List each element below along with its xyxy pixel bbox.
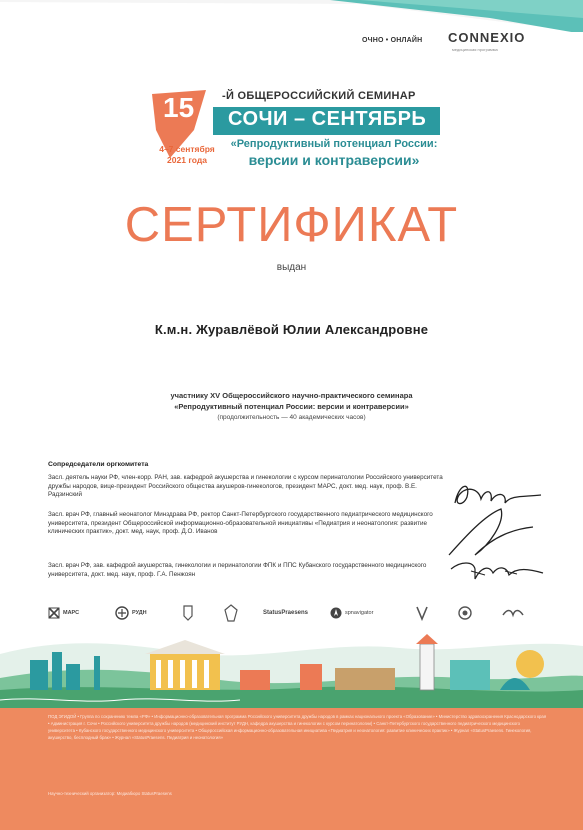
partner-rudn	[115, 602, 147, 624]
partner-emblem-2	[224, 602, 238, 624]
rudn-icon	[115, 606, 129, 620]
city-month: СОЧИ – СЕНТЯБРЬ	[228, 108, 427, 130]
mars-icon	[48, 607, 60, 619]
partner-emblem-4	[458, 602, 472, 624]
footer-organizer: Научно-технический организатор: Медиабюро StatusPraesens	[48, 791, 172, 796]
round-logo-icon	[458, 606, 472, 620]
partner-label: МАРС	[63, 610, 80, 616]
partner-emblem-3	[416, 602, 428, 624]
event-topic-line1: «Репродуктивный потенциал России:	[230, 138, 438, 150]
v-logo-icon	[416, 605, 428, 621]
partner-mars	[48, 602, 79, 624]
wave-logo-icon	[502, 607, 524, 619]
seminar-name: «Репродуктивный потенциал России: версии и контраверсии»	[174, 402, 409, 411]
connexio-tagline: медицинская программа	[452, 47, 498, 52]
navigator-icon	[330, 607, 342, 619]
duration-note: (продолжительность — 40 академических часов)	[217, 414, 366, 421]
footer-patrons: ПОД ЭГИДОЙ • Группа по сохранению темпа «РФ» • Информационно-образовательная программа Российского университета дружбы народов в рамках национального проекта «Образование» • Министерство здравоохранения Краснодарского края • Администрация г. Сочи • Российского университета дружбы народов (медицинский институт РУДН, кафедра акушерства и гинекологии с курсом перинатологии) • Санкт-Петербургского государственного педиатрического медицинского университета • Кубанского государственного медицинского университета • Общероссийская информационно-образовательная инициатива «Педиатрия и неонатология: развитие клинических практик» • Журнал «StatusPraesens. Гинекология, акушерство, бесплодный брак» • Журнал «StatusPraesens. Педиатрия и неонатология»	[48, 714, 547, 740]
partner-label: StatusPraesens	[263, 610, 309, 616]
partner-emblem-1	[182, 602, 194, 624]
partner-label: spnavigator	[345, 610, 374, 616]
partner-label: РУДН	[132, 610, 147, 616]
header-band	[0, 0, 583, 32]
committee-title: Сопредседатели оргкомитета	[48, 461, 149, 468]
event-dates	[154, 144, 220, 166]
crest-icon	[224, 604, 238, 622]
committee-chair: Засл. деятель науки РФ, член-корр. РАН, зав. кафедрой акушерства и гинекологии с курсом перинатологии Российского университета дружбы народов, вице-президент Российского общества акушеров-гинекологов, президент МАРС, докт. мед. наук, проф. В.Е. Радзинский	[48, 474, 443, 499]
event-dates-line2: 2021 года	[167, 155, 207, 165]
partner-spnavigator	[330, 602, 373, 624]
participant-line: участнику XV Общероссийского научно-практического семинара	[170, 391, 413, 400]
event-topic-line2: версии и контраверсии»	[248, 152, 420, 168]
event-number: 15	[163, 92, 195, 123]
committee-chair: Засл. врач РФ, главный неонатолог Минздрава РФ, ректор Санкт-Петербургского государственного педиатрического медицинского университета, президент Общероссийской информационно-образовательной инициативы «Педиатрия и неонатология: развитие клинических практик», докт. мед. наук, проф. Д.О. Иванов	[48, 511, 433, 536]
partner-emblem-5	[502, 602, 524, 624]
certificate-issued: выдан	[276, 262, 307, 273]
sochi-illustration	[0, 634, 583, 710]
partner-statuspraesens	[263, 602, 308, 624]
signatures	[445, 475, 545, 585]
certificate-title: СЕРТИФИКАТ	[124, 198, 459, 252]
recipient-name: К.м.н. Журавлёвой Юлии Александровне	[154, 322, 429, 337]
event-dates-line1: 4–7 сентября	[159, 144, 215, 154]
event-title: -Й ОБЩЕРОССИЙСКИЙ СЕМИНАР	[222, 90, 416, 102]
format-label: ОЧНО • ОНЛАЙН	[362, 37, 423, 44]
committee-chair: Засл. врач РФ, зав. кафедрой акушерства, гинекологии и перинатологии ФПК и ППС Кубанского государственного медицинского университета, докт. мед. наук, проф. Г.А. Пенжоян	[48, 562, 427, 578]
emblem-icon	[182, 604, 194, 622]
connexio-logo: CONNEXIO	[448, 30, 526, 45]
